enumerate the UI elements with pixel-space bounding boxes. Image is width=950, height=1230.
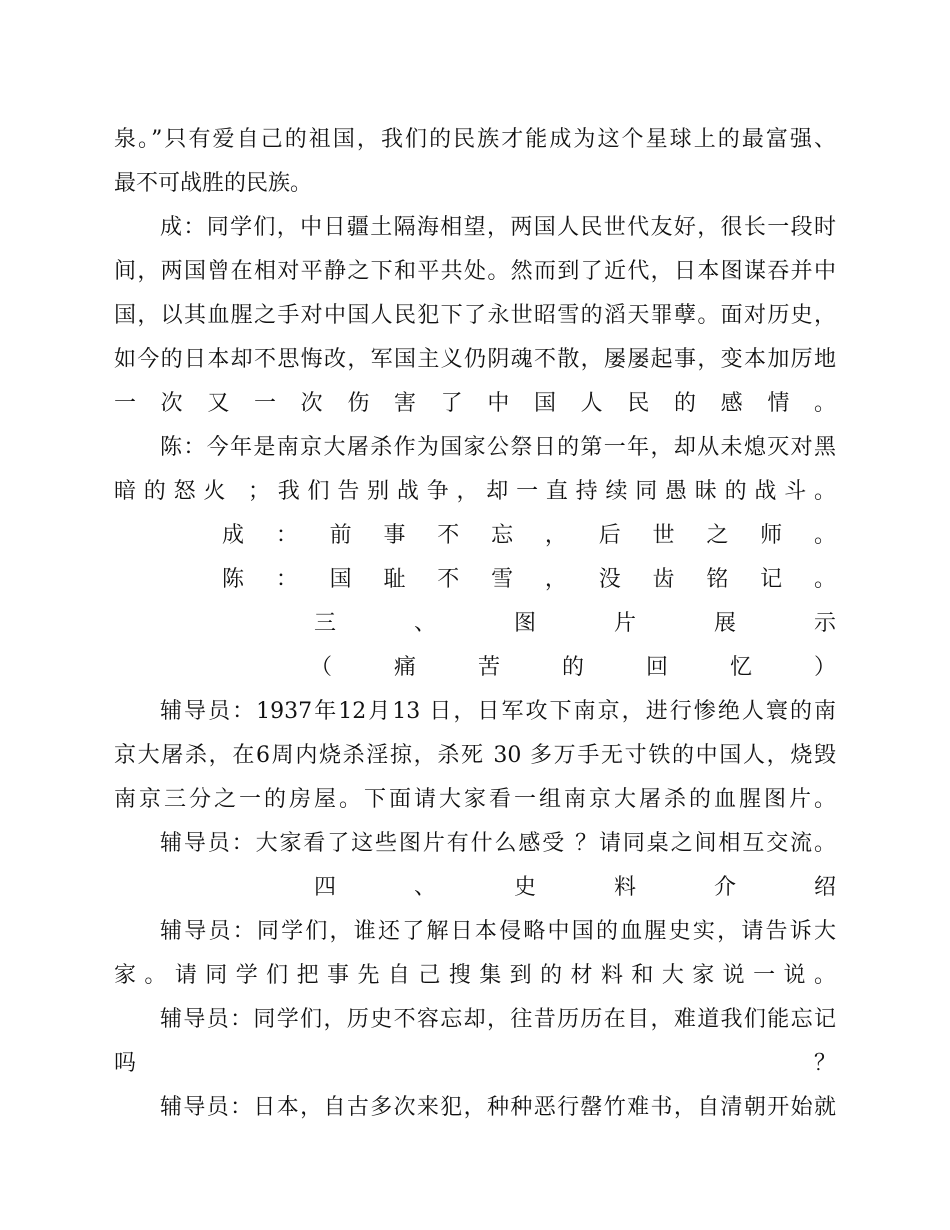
- section-subheading-painful-memory: （痛苦的回忆）: [310, 655, 836, 680]
- text-line-14: 辅导员：1937年12月13 日，日军攻下南京，进行惨绝人寰的南: [160, 699, 836, 724]
- speaker-line-cheng: 成：前事不忘，后世之师。: [222, 523, 836, 548]
- text-line-19: 辅导员：同学们，谁还了解日本侵略中国的血腥史实，请告诉大: [160, 919, 836, 944]
- section-heading-picture-show: 三、图片展示: [314, 611, 836, 636]
- text-line-16: 南京三分之一的房屋。下面请大家看一组南京大屠杀的血腥图片。: [114, 787, 836, 812]
- text-line-2: 最不可战胜的民族。: [114, 171, 313, 196]
- text-line-22-right: ？: [813, 1051, 836, 1076]
- text-line-17: 辅导员：大家看了这些图片有什么感受 ？请同桌之间相互交流。: [160, 831, 836, 856]
- text-line-3: 成：同学们，中日疆土隔海相望，两国人民世代友好，很长一段时: [160, 215, 836, 240]
- speaker-line-chen: 陈：国耻不雪，没齿铭记。: [222, 567, 836, 592]
- text-line-1: 泉。”只有爱自己的祖国，我们的民族才能成为这个星球上的最富强、: [114, 127, 836, 152]
- text-line-9: 暗的怒火 ；我们告别战争，却一直持续同愚昧的战斗。: [114, 479, 836, 504]
- text-line-15: 京大屠杀，在6周内烧杀淫掠，杀死 30 多万手无寸铁的中国人，烧毁: [114, 743, 836, 768]
- text-line-5: 国，以其血腥之手对中国人民犯下了永世昭雪的滔天罪孽。面对历史，: [114, 303, 836, 328]
- text-line-22-left: 吗: [114, 1051, 137, 1076]
- text-line-23: 辅导员：日本，自古多次来犯，种种恶行罄竹难书，自清朝开始就: [160, 1095, 836, 1120]
- text-line-4: 间，两国曾在相对平静之下和平共处。然而到了近代，日本图谋吞并中: [114, 259, 836, 284]
- text-line-7: 一次又一次伤害了中国人民的感情。: [114, 391, 836, 416]
- text-line-8: 陈：今年是南京大屠杀作为国家公祭日的第一年，却从未熄灭对黑: [160, 435, 836, 460]
- text-line-22: [114, 1042, 836, 1086]
- text-line-21: 辅导员：同学们，历史不容忘却，往昔历历在目，难道我们能忘记: [160, 1007, 836, 1032]
- section-heading-historical-materials: 四、史料介绍: [314, 875, 836, 900]
- text-line-20: 家。请同学们把事先自己搜集到的材料和大家说一说。: [114, 963, 836, 988]
- text-line-6: 如今的日本却不思悔改，军国主义仍阴魂不散，屡屡起事，变本加厉地: [114, 347, 836, 372]
